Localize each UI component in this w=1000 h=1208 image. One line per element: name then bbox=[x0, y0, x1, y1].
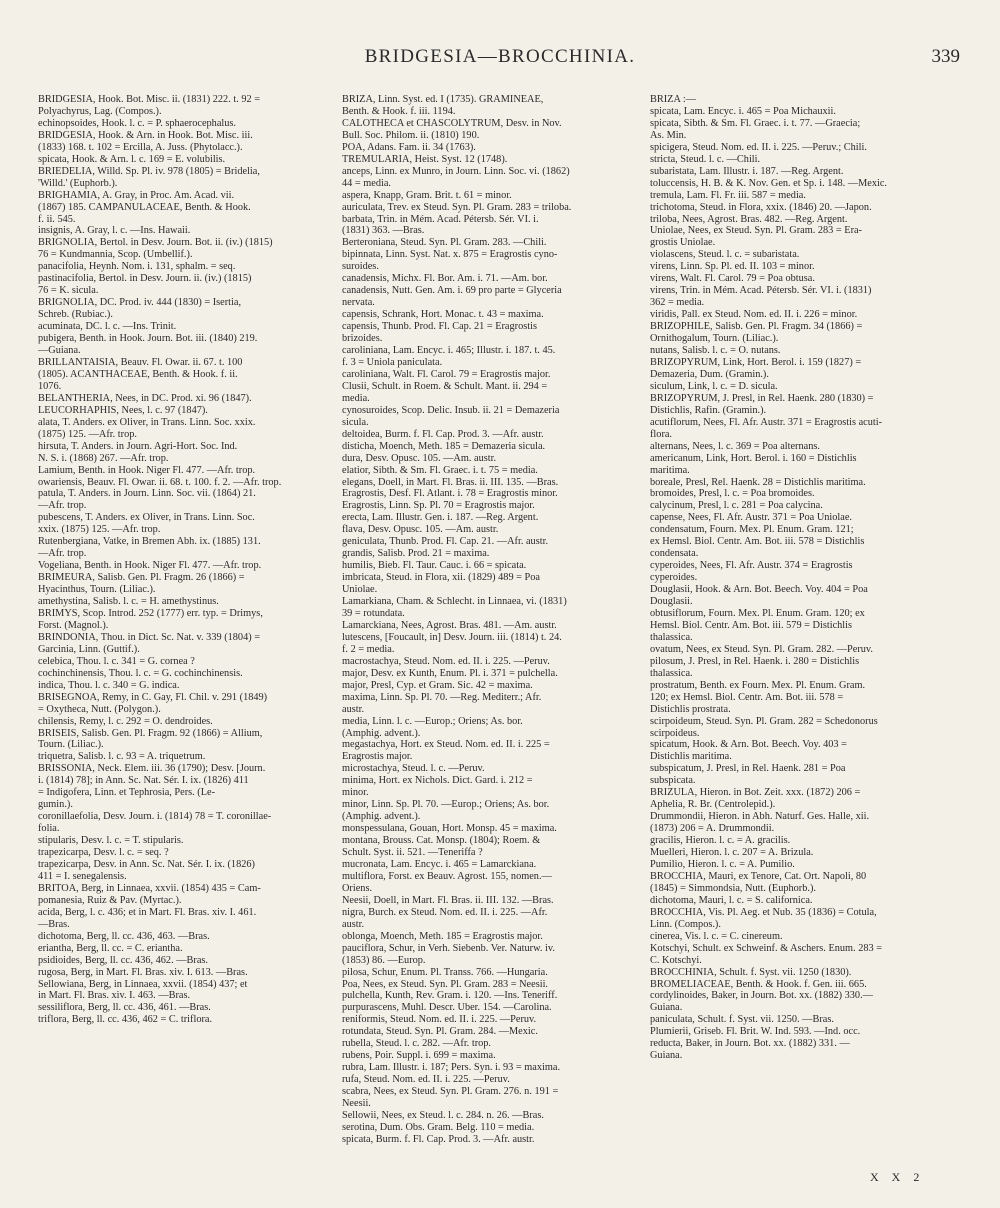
text-line: —Afr. trop. bbox=[38, 500, 87, 512]
text-line: Demazeria, Dum. (Gramin.). bbox=[650, 368, 769, 380]
text-line: multiflora, Forst. ex Beauv. Agrost. 155, nomen.— bbox=[342, 870, 552, 882]
text-line: —Guiana. bbox=[38, 345, 81, 357]
text-line: austr. bbox=[342, 918, 365, 930]
text-line: auriculata, Trev. ex Steud. Syn. Pl. Gram. 283 = triloba. bbox=[342, 201, 572, 213]
text-line: amethystina, Salisb. l. c. = H. amethystinus. bbox=[38, 596, 219, 608]
text-line: bromoides, Presl, l. c. = Poa bromoides. bbox=[650, 488, 815, 500]
text-line: triloba, Nees, Agrost. Bras. 482. —Reg. Argent. bbox=[650, 213, 848, 225]
text-line: Bull. Soc. Philom. ii. (1810) 190. bbox=[342, 129, 480, 141]
text-line: minima, Hort. ex Nichols. Dict. Gard. i. 212 = bbox=[342, 775, 533, 787]
text-line: Vogeliana, Benth. in Hook. Niger Fl. 477. —Afr. trop. bbox=[38, 560, 262, 572]
text-line: acutiflorum, Nees, Fl. Afr. Austr. 371 = Eragrostis acuti- bbox=[650, 416, 883, 428]
text-line: Hyacinthus, Tourn. (Liliac.). bbox=[38, 584, 156, 596]
text-line: BROMELIACEAE, Benth. & Hook. f. Gen. iii. 665. bbox=[650, 978, 867, 990]
text-line: cynosuroides, Scop. Delic. Insub. ii. 21 = Demazeria bbox=[342, 404, 560, 416]
text-line: (1805). ACANTHACEAE, Benth. & Hook. f. ii. bbox=[38, 368, 238, 380]
text-line: dichotoma, Berg, ll. cc. 436, 463. —Bras. bbox=[38, 930, 210, 942]
text-line: nigra, Burch. ex Steud. Nom. ed. II. i. 225. —Afr. bbox=[342, 906, 548, 918]
text-line: minor. bbox=[342, 787, 369, 799]
text-line: Clusii, Schult. in Roem. & Schult. Mant. ii. 294 = bbox=[342, 380, 548, 392]
text-line: Garcinia, Linn. (Guttif.). bbox=[38, 643, 140, 655]
text-line: i. (1814) 78]; in Ann. Sc. Nat. Sér. I. ix. (1826) 411 bbox=[38, 775, 249, 787]
text-line: C. Kotschyi. bbox=[650, 954, 702, 966]
text-line: cyperoides. bbox=[650, 572, 698, 584]
text-line: macrostachya, Steud. Nom. ed. II. i. 225. —Peruv. bbox=[342, 655, 550, 667]
text-line: Guiana. bbox=[650, 1050, 683, 1062]
text-line: (1833) 168. t. 102 = Ercilla, A. Juss. (Phytolacc.). bbox=[38, 141, 243, 153]
text-line: paniculata, Schult. f. Syst. vii. 1250. —Bras. bbox=[650, 1014, 834, 1026]
text-line: Distichlis prostrata. bbox=[650, 703, 731, 715]
text-line: CALOTHECA et CHASCOLYTRUM, Desv. in Nov. bbox=[342, 117, 562, 129]
text-line: rubella, Steud. l. c. 282. —Afr. trop. bbox=[342, 1038, 491, 1050]
text-line: brizoides. bbox=[342, 333, 383, 345]
text-line: reducta, Baker, in Journ. Bot. xx. (1882) 331. — bbox=[650, 1038, 850, 1050]
text-line: BRIZA :— bbox=[650, 94, 697, 105]
text-line: 'Willd.' (Euphorb.). bbox=[38, 177, 118, 189]
text-line: BRIZA, Linn. Syst. ed. I (1735). GRAMINEAE, bbox=[342, 94, 544, 105]
text-line: —Afr. trop. bbox=[38, 548, 87, 560]
text-line: elegans, Doell, in Mart. Fl. Bras. ii. III. 135. —Bras. bbox=[342, 476, 559, 488]
text-line: BRIEDELIA, Willd. Sp. Pl. iv. 978 (1805) = Bridelia, bbox=[38, 165, 260, 177]
text-line: Drummondii, Hieron. in Abh. Naturf. Ges. Halle, xii. bbox=[650, 811, 870, 823]
text-line: boreale, Presl, Rel. Haenk. 28 = Distichlis maritima. bbox=[650, 476, 866, 488]
text-line: pauciflora, Schur, in Verh. Siebenb. Ver. Naturw. iv. bbox=[342, 942, 555, 954]
text-line: stricta, Steud. l. c. —Chili. bbox=[650, 153, 761, 165]
text-line: BRINDONIA, Thou. in Dict. Sc. Nat. v. 339 (1804) = bbox=[38, 631, 261, 643]
text-line: 76 = Kundmannia, Scop. (Umbellif.). bbox=[38, 249, 193, 261]
text-line: Ornithogalum, Tourn. (Liliac.). bbox=[650, 333, 779, 345]
text-line: Berteroniana, Steud. Syn. Pl. Gram. 283. —Chili. bbox=[342, 237, 547, 249]
text-line: aspera, Knapp, Gram. Brit. t. 61 = minor. bbox=[342, 189, 512, 201]
text-line: TREMULARIA, Heist. Syst. 12 (1748). bbox=[342, 153, 508, 165]
text-line: pubescens, T. Anders. ex Oliver, in Trans. Linn. Soc. bbox=[38, 512, 255, 524]
text-line: Benth. & Hook. f. iii. 1194. bbox=[342, 105, 456, 117]
text-line: montana, Brouss. Cat. Monsp. (1804); Roem. & bbox=[342, 835, 541, 847]
text-line: Neesii. bbox=[342, 1098, 371, 1110]
text-line: spicata, Hook. & Arn. l. c. 169 = E. volubilis. bbox=[38, 153, 226, 165]
text-line: viridis, Pall. ex Steud. Nom. ed. II. i. 226 = minor. bbox=[650, 309, 858, 321]
text-line: spicata, Burm. f. Fl. Cap. Prod. 3. —Afr. austr. bbox=[342, 1133, 535, 1145]
text-line: gracilis, Hieron. l. c. = A. gracilis. bbox=[650, 835, 791, 847]
text-line: condensatum, Fourn. Mex. Pl. Enum. Gram. 121; bbox=[650, 524, 854, 536]
text-line: indica, Thou. l. c. 340 = G. indica. bbox=[38, 679, 180, 691]
text-line: alata, T. Anders. ex Oliver, in Trans. Linn. Soc. xxix. bbox=[38, 416, 256, 428]
text-line: erecta, Lam. Illustr. Gen. i. 187. —Reg. Argent. bbox=[342, 512, 539, 524]
text-line: Plumierii, Griseb. Fl. Brit. W. Ind. 593. —Ind. occ. bbox=[650, 1026, 861, 1038]
text-line: Uniolae, Nees, ex Steud. Syn. Pl. Gram. 283 = Era- bbox=[650, 225, 862, 237]
page-header bbox=[0, 46, 1000, 76]
text-line: f. 3 = Uniola paniculata. bbox=[342, 356, 443, 368]
text-line: sicula. bbox=[342, 416, 369, 428]
text-line: disticha, Moench, Meth. 185 = Demazeria sicula. bbox=[342, 440, 546, 452]
text-line: caroliniana, Walt. Fl. Carol. 79 = Eragrostis major. bbox=[342, 368, 551, 380]
text-line: rugosa, Berg, in Mart. Fl. Bras. xiv. I. 613. —Bras. bbox=[38, 966, 248, 978]
text-line: = Indigofera, Linn. et Tephrosia, Pers. (Le- bbox=[38, 787, 216, 799]
text-line: rubens, Poir. Suppl. i. 699 = maxima. bbox=[342, 1050, 496, 1062]
text-line: pilosum, J. Presl, in Rel. Haenk. i. 280 = Distichlis bbox=[650, 655, 860, 667]
text-line: patula, T. Anders. in Journ. Linn. Soc. vii. (1864) 21. bbox=[38, 488, 256, 500]
text-line: tremula, Lam. Fl. Fr. iii. 587 = media. bbox=[650, 189, 806, 201]
text-line: BROCCHINIA, Schult. f. Syst. vii. 1250 (1830). bbox=[650, 966, 852, 978]
text-line: major, Desv. ex Kunth, Enum. Pl. i. 371 = pulchella. bbox=[342, 667, 558, 679]
text-line: dura, Desv. Opusc. 105. —Am. austr. bbox=[342, 452, 497, 464]
text-line: 411 = I. senegalensis. bbox=[38, 870, 127, 882]
text-line: BRIZOPHILE, Salisb. Gen. Pl. Fragm. 34 (1866) = bbox=[650, 321, 863, 333]
text-line: Linn. (Compos.). bbox=[650, 918, 721, 930]
text-line: POA, Adans. Fam. ii. 34 (1763). bbox=[342, 141, 476, 153]
text-line: bipinnata, Linn. Syst. Nat. x. 875 = Eragrostis cyno- bbox=[342, 249, 558, 261]
text-line: Eragrostis, Desf. Fl. Atlant. i. 78 = Eragrostis minor. bbox=[342, 488, 558, 500]
text-line: dichotoma, Mauri, l. c. = S. californica. bbox=[650, 894, 813, 906]
text-line: Neesii, Doell, in Mart. Fl. Bras. ii. III. 132. —Bras. bbox=[342, 894, 554, 906]
text-line: BELANTHERIA, Nees, in DC. Prod. xi. 96 (1847). bbox=[38, 392, 252, 404]
text-line: celebica, Thou. l. c. 341 = G. cornea ? bbox=[38, 655, 195, 667]
text-line: sessiliflora, Berg, ll. cc. 436, 461. —Bras. bbox=[38, 1002, 211, 1014]
text-line: virens, Linn. Sp. Pl. ed. II. 103 = minor. bbox=[650, 261, 815, 273]
text-line: scabra, Nees, ex Steud. Syn. Pl. Gram. 276. n. 191 = bbox=[342, 1086, 559, 1098]
text-line: elatior, Sibth. & Sm. Fl. Graec. i. t. 75 = media. bbox=[342, 464, 538, 476]
text-line: obtusiflorum, Fourn. Mex. Pl. Enum. Gram. 120; ex bbox=[650, 607, 865, 619]
text-line: echinopsoides, Hook. l. c. = P. sphaerocephalus. bbox=[38, 117, 236, 129]
text-line: Distichlis maritima. bbox=[650, 751, 732, 763]
signature-mark: X X 2 bbox=[870, 1170, 925, 1184]
text-line: LEUCORHAPHIS, Nees, l. c. 97 (1847). bbox=[38, 404, 208, 416]
text-line: BRIGNOLIA, DC. Prod. iv. 444 (1830) = Isertia, bbox=[38, 297, 242, 309]
text-line: BRIMEURA, Salisb. Gen. Pl. Fragm. 26 (1866) = bbox=[38, 572, 245, 584]
text-line: pilosa, Schur, Enum. Pl. Transs. 766. —Hungaria. bbox=[342, 966, 548, 978]
text-line: trapezicarpa, Desv. l. c. = seq. ? bbox=[38, 847, 169, 859]
text-line: spicata, Lam. Encyc. i. 465 = Poa Michauxii. bbox=[650, 105, 836, 117]
text-line: BRIMYS, Scop. Introd. 252 (1777) err. typ. = Drimys, bbox=[38, 607, 263, 619]
text-line: BRITOA, Berg, in Linnaea, xxvii. (1854) 435 = Cam- bbox=[38, 882, 261, 894]
text-line: BRIDGESIA, Hook. & Arn. in Hook. Bot. Misc. iii. bbox=[38, 129, 253, 141]
text-line: capense, Nees, Fl. Afr. Austr. 371 = Poa Uniolae. bbox=[650, 512, 852, 524]
text-line: Lamarckiana, Nees, Agrost. Bras. 481. —Am. austr. bbox=[342, 619, 557, 631]
text-line: 120; ex Hemsl. Biol. Centr. Am. Bot. iii. 578 = bbox=[650, 691, 844, 703]
text-line: BRISEGNOA, Remy, in C. Gay, Fl. Chil. v. 291 (1849) bbox=[38, 691, 268, 703]
text-line: in Mart. Fl. Bras. xiv. I. 463. —Bras. bbox=[38, 990, 191, 1002]
text-line: Pumilio, Hieron. l. c. = A. Pumilio. bbox=[650, 859, 795, 870]
text-line: toluccensis, H. B. & K. Nov. Gen. et Sp. i. 148. —Mexic. bbox=[650, 177, 887, 189]
text-line: lutescens, [Foucault, in] Desv. Journ. iii. (1814) t. 24. bbox=[342, 631, 562, 643]
text-line: deltoidea, Burm. f. Fl. Cap. Prod. 3. —Afr. austr. bbox=[342, 428, 544, 440]
text-line: condensata. bbox=[650, 548, 699, 560]
text-line: subspicatum, J. Presl, in Rel. Haenk. 281 = Poa bbox=[650, 763, 846, 775]
text-line: BRIZOPYRUM, J. Presl, in Rel. Haenk. 280 (1830) = bbox=[650, 392, 874, 404]
text-line: maxima, Linn. Sp. Pl. 70. —Reg. Mediterr.; Afr. bbox=[342, 691, 542, 703]
text-line: BRIZOPYRUM, Link, Hort. Berol. i. 159 (1827) = bbox=[650, 356, 862, 368]
text-line: f. 2 = media. bbox=[342, 643, 395, 655]
text-line: reniformis, Steud. Nom. ed. II. i. 225. —Peruv. bbox=[342, 1014, 537, 1026]
text-line: = Oxytheca, Nutt. (Polygon.). bbox=[38, 703, 161, 715]
text-line: spicatum, Hook. & Arn. Bot. Beech. Voy. 403 = bbox=[650, 739, 847, 751]
text-line: maritima. bbox=[650, 464, 690, 476]
text-line: grostis Uniolae. bbox=[650, 237, 716, 249]
text-line: pubigera, Benth. in Hook. Journ. Bot. iii. (1840) 219. bbox=[38, 333, 258, 345]
text-line: (1873) 206 = A. Drummondii. bbox=[650, 823, 775, 835]
text-line: (Amphig. advent.). bbox=[342, 811, 421, 823]
text-column-middle bbox=[342, 94, 644, 1146]
text-line: minor, Linn. Sp. Pl. 70. —Europ.; Oriens; As. bor. bbox=[342, 799, 550, 811]
text-line: chilensis, Remy, l. c. 292 = O. dendroides. bbox=[38, 715, 213, 727]
text-line: Douglasii. bbox=[650, 596, 693, 608]
text-line: Lamarkiana, Cham. & Schlecht. in Linnaea, vi. (1831) bbox=[342, 596, 567, 608]
text-line: stipularis, Desv. l. c. = T. stipularis. bbox=[38, 835, 184, 847]
text-line: Polyachyrus, Lag. (Compos.). bbox=[38, 105, 162, 117]
text-line: acida, Berg, l. c. 436; et in Mart. Fl. Bras. xiv. I. 461. bbox=[38, 906, 257, 918]
text-line: Sellowii, Nees, ex Steud. l. c. 284. n. 26. —Bras. bbox=[342, 1110, 544, 1122]
text-line: 362 = media. bbox=[650, 297, 705, 309]
text-line: BRISSONIA, Neck. Elem. iii. 36 (1790); Desv. [Journ. bbox=[38, 763, 266, 775]
text-line: —Bras. bbox=[38, 918, 70, 930]
text-line: eriantha, Berg, ll. cc. = C. eriantha. bbox=[38, 942, 183, 954]
text-line: Distichlis, Rafin. (Gramin.). bbox=[650, 404, 767, 416]
text-line: (1867) 185. CAMPANULACEAE, Benth. & Hook. bbox=[38, 201, 251, 213]
text-line: acuminata, DC. l. c. —Ins. Trinit. bbox=[38, 321, 177, 333]
text-line: Kotschyi, Schult. ex Schweinf. & Aschers. Enum. 283 = bbox=[650, 942, 883, 954]
text-line: barbata, Trin. in Mém. Acad. Pétersb. Sér. VI. i. bbox=[342, 213, 539, 225]
text-line: nutans, Salisb. l. c. = O. nutans. bbox=[650, 345, 781, 357]
text-line: media. bbox=[342, 392, 370, 404]
text-line: Schreb. (Rubiac.). bbox=[38, 309, 113, 321]
text-line: americanum, Link, Hort. Berol. i. 160 = Distichlis bbox=[650, 452, 857, 464]
text-line: virens, Walt. Fl. Carol. 79 = Poa obtusa. bbox=[650, 273, 815, 285]
text-line: Hemsl. Biol. Centr. Am. Bot. iii. 579 = Distichlis bbox=[650, 619, 853, 631]
text-line: purpurascens, Muhl. Descr. Uber. 154. —Carolina. bbox=[342, 1002, 552, 1014]
text-line: Douglasii, Hook. & Arn. Bot. Beech. Voy. 404 = Poa bbox=[650, 584, 868, 596]
text-line: pulchella, Kunth, Rev. Gram. i. 120. —Ins. Teneriff. bbox=[342, 990, 558, 1002]
text-line: BROCCHIA, Vis. Pl. Aeg. et Nub. 35 (1836) = Cotula, bbox=[650, 906, 877, 918]
text-line: rotundata, Steud. Syn. Pl. Gram. 284. —Mexic. bbox=[342, 1026, 538, 1038]
text-line: virens, Trin. in Mém. Acad. Pétersb. Sér. VI. i. (1831) bbox=[650, 285, 872, 297]
text-line: megastachya, Hort. ex Steud. Nom. ed. II. i. 225 = bbox=[342, 739, 550, 751]
text-line: (1875) 125. —Afr. trop. bbox=[38, 428, 137, 440]
text-line: media, Linn. l. c. —Europ.; Oriens; As. bor. bbox=[342, 715, 523, 727]
text-line: trapezicarpa, Desv. in Ann. Sc. Nat. Sér. I. ix. (1826) bbox=[38, 859, 255, 870]
text-line: folia. bbox=[38, 823, 60, 835]
text-line: BRISEIS, Salisb. Gen. Pl. Fragm. 92 (1866) = Allium, bbox=[38, 727, 263, 739]
text-line: owariensis, Beauv. Fl. Owar. ii. 68. t. 100. f. 2. —Afr. trop. bbox=[38, 476, 282, 488]
text-line: alternans, Nees, l. c. 369 = Poa alternans. bbox=[650, 440, 820, 452]
text-line: 39 = rotundata. bbox=[342, 607, 405, 619]
text-line: Rutenbergiana, Vatke, in Bremen Abh. ix. (1885) 131. bbox=[38, 536, 261, 548]
text-line: suroides. bbox=[342, 261, 379, 273]
text-line: hirsuta, T. Anders. in Journ. Agri-Hort. Soc. Ind. bbox=[38, 440, 238, 452]
text-line: As. Min. bbox=[650, 129, 687, 141]
text-line: major, Presl, Cyp. et Gram. Sic. 42 = maxima. bbox=[342, 679, 533, 691]
text-line: pomanesia, Ruiz & Pav. (Myrtac.). bbox=[38, 894, 182, 906]
text-column-left bbox=[38, 94, 338, 1026]
text-line: xxix. (1875) 125. —Afr. trop. bbox=[38, 524, 161, 536]
text-line: cinerea, Vis. l. c. = C. cinereum. bbox=[650, 930, 783, 942]
text-line: insignis, A. Gray, l. c. —Ins. Hawaii. bbox=[38, 225, 191, 237]
running-title: BRIDGESIA—BROCCHINIA. bbox=[364, 46, 636, 67]
text-line: anceps, Linn. ex Munro, in Journ. Linn. Soc. vi. (1862) bbox=[342, 165, 570, 177]
text-line: 1076. bbox=[38, 380, 62, 392]
text-line: Tourn. (Liliac.). bbox=[38, 739, 104, 751]
text-line: Aphelia, R. Br. (Centrolepid.). bbox=[650, 799, 776, 811]
text-line: Oriens. bbox=[342, 882, 373, 894]
text-line: Sellowiana, Berg, in Linnaea, xxvii. (1854) 437; et bbox=[38, 978, 248, 990]
text-line: BRIGNOLIA, Bertol. in Desv. Journ. Bot. ii. (iv.) (1815) bbox=[38, 237, 273, 249]
text-line: gumin.). bbox=[38, 799, 73, 811]
text-line: thalassica. bbox=[650, 631, 693, 643]
text-line: imbricata, Steud. in Flora, xii. (1829) 489 = Poa bbox=[342, 572, 540, 584]
text-line: Eragrostis, Linn. Sp. Pl. 70 = Eragrostis major. bbox=[342, 500, 535, 512]
text-line: BRILLANTAISIA, Beauv. Fl. Owar. ii. 67. t. 100 bbox=[38, 356, 243, 368]
text-line: rubra, Lam. Illustr. i. 187; Pers. Syn. i. 93 = maxima. bbox=[342, 1062, 561, 1074]
text-line: oblonga, Moench, Meth. 185 = Eragrostis major. bbox=[342, 930, 543, 942]
text-line: pastinacifolia, Bertol. in Desv. Journ. ii. (iv.) (1815) bbox=[38, 273, 252, 285]
text-column-right bbox=[650, 94, 955, 1062]
text-line: f. ii. 545. bbox=[38, 213, 76, 225]
text-line: 44 = media. bbox=[342, 177, 391, 189]
text-line: cyperoides, Nees, Fl. Afr. Austr. 374 = Eragrostis bbox=[650, 560, 853, 572]
text-line: prostratum, Benth. ex Fourn. Mex. Pl. Enum. Gram. bbox=[650, 679, 866, 691]
text-line: austr. bbox=[342, 703, 365, 715]
text-line: canadensis, Nutt. Gen. Am. i. 69 pro parte = Glyceria bbox=[342, 285, 562, 297]
text-line: (1831) 363. —Bras. bbox=[342, 225, 425, 237]
text-line: spicigera, Steud. Nom. ed. II. i. 225. —Peruv.; Chili. bbox=[650, 141, 867, 153]
text-line: mucronata, Lam. Encyc. i. 465 = Lamarckiana. bbox=[342, 859, 537, 870]
text-line: canadensis, Michx. Fl. Bor. Am. i. 71. —Am. bor. bbox=[342, 273, 548, 285]
text-line: cordylinoides, Baker, in Journ. Bot. xx. (1882) 330.— bbox=[650, 990, 873, 1002]
text-line: Uniolae. bbox=[342, 584, 378, 596]
text-line: psidioides, Berg, ll. cc. 436, 462. —Bras. bbox=[38, 954, 208, 966]
text-line: monspessulana, Gouan, Hort. Monsp. 45 = maxima. bbox=[342, 823, 557, 835]
text-line: BRIZULA, Hieron. in Bot. Zeit. xxx. (1872) 206 = bbox=[650, 787, 861, 799]
text-line: ovatum, Nees, ex Steud. Syn. Pl. Gram. 282. —Peruv. bbox=[650, 643, 873, 655]
page-number: 339 bbox=[931, 46, 960, 67]
text-line: triflora, Berg, ll. cc. 436, 462 = C. triflora. bbox=[38, 1014, 213, 1026]
text-line: spicata, Sibth. & Sm. Fl. Graec. i. t. 77. —Graecia; bbox=[650, 117, 861, 129]
text-line: Eragrostis major. bbox=[342, 751, 413, 763]
text-line: grandis, Salisb. Prod. 21 = maxima. bbox=[342, 548, 490, 560]
text-line: caroliniana, Lam. Encyc. i. 465; Illustr. i. 187. t. 45. bbox=[342, 345, 556, 357]
text-line: Schult. Syst. ii. 521. —Teneriffa ? bbox=[342, 847, 483, 859]
text-line: panacifolia, Heynh. Nom. i. 131, sphalm. = seq. bbox=[38, 261, 236, 273]
text-line: N. S. i. (1868) 267. —Afr. trop. bbox=[38, 452, 169, 464]
text-line: coronillaefolia, Desv. Journ. i. (1814) 78 = T. coronillae- bbox=[38, 811, 272, 823]
text-line: scirpoideus. bbox=[650, 727, 700, 739]
text-line: (Amphig. advent.). bbox=[342, 727, 421, 739]
text-line: BRIGHAMIA, A. Gray, in Proc. Am. Acad. vii. bbox=[38, 189, 235, 201]
text-line: (1853) 86. —Europ. bbox=[342, 954, 426, 966]
text-line: scirpoideum, Steud. Syn. Pl. Gram. 282 = Schedonorus bbox=[650, 715, 878, 727]
text-line: Muelleri, Hieron. l. c. 207 = A. Brizula. bbox=[650, 847, 814, 859]
text-line: (1845) = Simmondsia, Nutt. (Euphorb.). bbox=[650, 882, 816, 894]
text-line: ex Hemsl. Biol. Centr. Am. Bot. iii. 578 = Distichlis bbox=[650, 536, 865, 548]
text-line: 76 = K. sicula. bbox=[38, 285, 99, 297]
text-line: siculum, Link, l. c. = D. sicula. bbox=[650, 380, 778, 392]
text-line: flora. bbox=[650, 428, 673, 440]
text-line: BROCCHIA, Mauri, ex Tenore, Cat. Ort. Napoli, 80 bbox=[650, 870, 867, 882]
text-line: microstachya, Steud. l. c. —Peruv. bbox=[342, 763, 485, 775]
text-line: Poa, Nees, ex Steud. Syn. Pl. Gram. 283 = Neesii. bbox=[342, 978, 549, 990]
text-line: calycinum, Presl, l. c. 281 = Poa calycina. bbox=[650, 500, 823, 512]
text-line: flava, Desv. Opusc. 105. —Am. austr. bbox=[342, 524, 499, 536]
text-line: serotina, Dum. Obs. Gram. Belg. 110 = media. bbox=[342, 1121, 535, 1133]
text-line: Lamium, Benth. in Hook. Niger Fl. 477. —Afr. trop. bbox=[38, 464, 256, 476]
text-line: capensis, Schrank, Hort. Monac. t. 43 = maxima. bbox=[342, 309, 544, 321]
text-line: humilis, Bieb. Fl. Taur. Cauc. i. 66 = spicata. bbox=[342, 560, 527, 572]
text-line: geniculata, Thunb. Prod. Fl. Cap. 21. —Afr. austr. bbox=[342, 536, 549, 548]
text-line: Guiana. bbox=[650, 1002, 683, 1014]
text-line: Forst. (Magnol.). bbox=[38, 619, 109, 631]
text-line: trichotoma, Steud. in Flora, xxix. (1846) 20. —Japon. bbox=[650, 201, 872, 213]
text-line: thalassica. bbox=[650, 667, 693, 679]
text-line: subspicata. bbox=[650, 775, 696, 787]
text-line: cochinchinensis, Thou. l. c. = G. cochinchinensis. bbox=[38, 667, 243, 679]
text-line: capensis, Thunb. Prod. Fl. Cap. 21 = Eragrostis bbox=[342, 321, 537, 333]
text-line: BRIDGESIA, Hook. Bot. Misc. ii. (1831) 222. t. 92 = bbox=[38, 94, 261, 105]
text-line: nervata. bbox=[342, 297, 375, 309]
text-line: triquetra, Salisb. l. c. 93 = A. triquetrum. bbox=[38, 751, 206, 763]
text-line: violascens, Steud. l. c. = subaristata. bbox=[650, 249, 800, 261]
text-line: subaristata, Lam. Illustr. i. 187. —Reg. Argent. bbox=[650, 165, 844, 177]
text-line: rufa, Steud. Nom. ed. II. i. 225. —Peruv. bbox=[342, 1074, 510, 1086]
